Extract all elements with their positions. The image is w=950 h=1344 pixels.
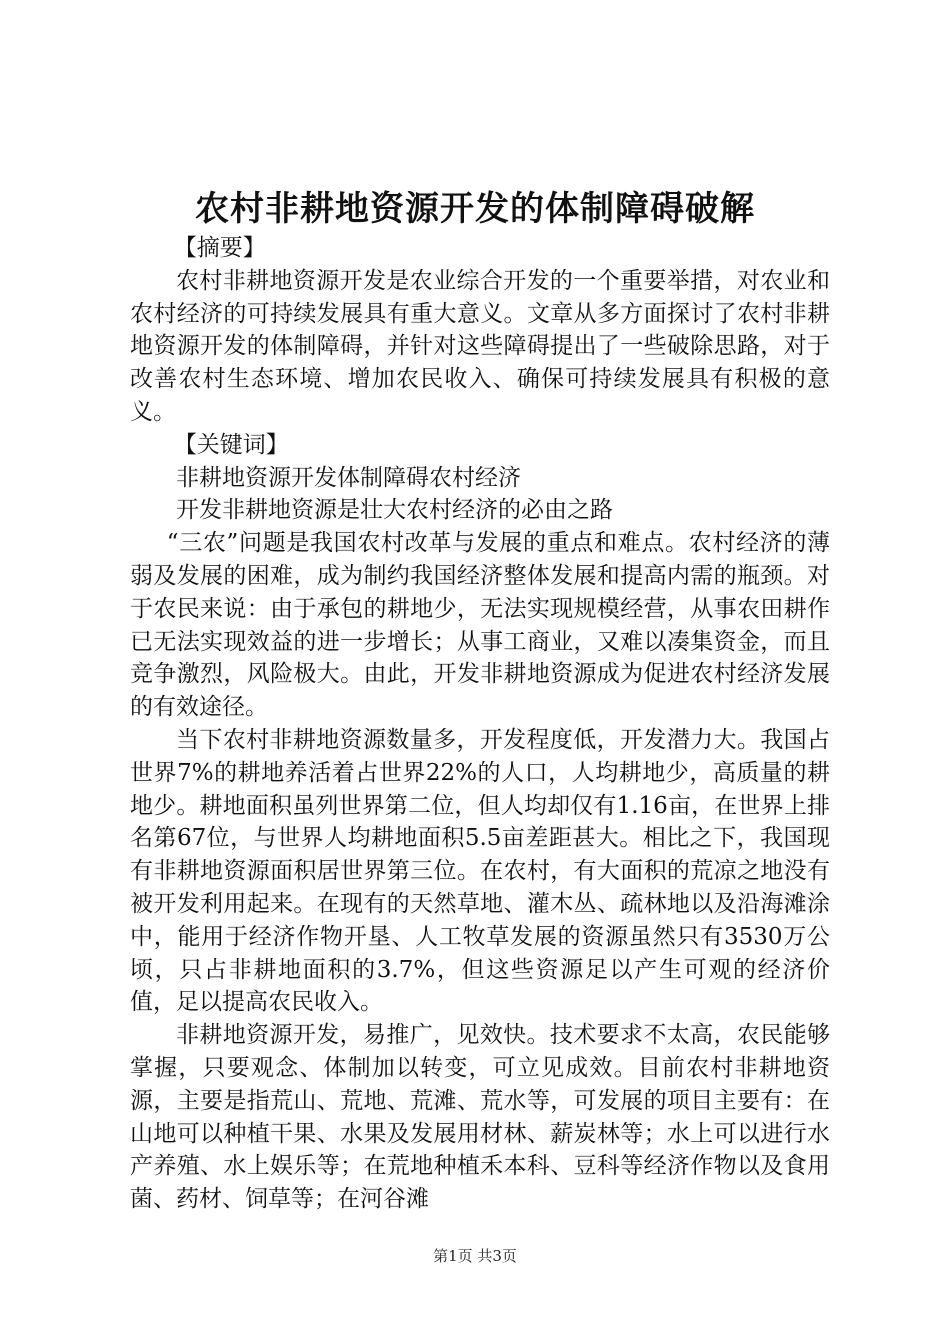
document-body: [130, 232, 830, 1216]
body-paragraph: 当下农村非耕地资源数量多，开发程度低，开发潜力大。我国占世界7%的耕地养活着占世界22%的人口，人均耕地少，高质量的耕地少。耕地面积虽列世界第二位，但人均却仅有1.16亩，在世界上排名第67位，与世界人均耕地面积5.5亩差距甚大。相比之下，我国现有非耕地资源面积居世界第三位。在农村，有大面积的荒凉之地没有被开发利用起来。在现有的天然草地、灌木丛、疏林地以及沿海滩涂中，能用于经济作物开垦、人工牧草发展的资源虽然只有3530万公顷，只占非耕地面积的3.7%，但这些资源足以产生可观的经济价值，足以提高农民收入。: [130, 726, 830, 1016]
body-paragraph: “三农”问题是我国农村改革与发展的重点和难点。农村经济的薄弱及发展的困难，成为制约我国经济整体发展和提高内需的瓶颈。对于农民来说：由于承包的耕地少，无法实现规模经营，从事农田耕作已无法实现效益的进一步增长；从事工商业，又难以凑集资金，而且竞争激烈，风险极大。由此，开发非耕地资源成为促进农村经济发展的有效途径。: [130, 530, 830, 721]
body-paragraph: 非耕地资源开发，易推广，见效快。技术要求不太高，农民能够掌握，只要观念、体制加以转变，可立见成效。目前农村非耕地资源，主要是指荒山、荒地、荒滩、荒水等，可发展的项目主要有：在山地可以种植干果、水果及发展用材林、薪炭林等；水上可以进行水产养殖、水上娱乐等；在荒地种植禾本科、豆科等经济作物以及食用菌、药材、饲草等；在河谷滩: [130, 1022, 830, 1213]
abstract-label: 【摘要】: [173, 235, 266, 261]
section-heading: 开发非耕地资源是壮大农村经济的必由之路: [176, 497, 613, 524]
keywords-text: 非耕地资源开发体制障碍农村经济: [176, 464, 521, 491]
page-footer: 第1页 共3页: [433, 1247, 517, 1265]
abstract-paragraph: 农村非耕地资源开发是农业综合开发的一个重要举措，对农业和农村经济的可持续发展具有重大意义。文章从多方面探讨了农村非耕地资源开发的体制障碍，并针对这些障碍提出了一些破除思路，对于改善农村生态环境、增加农民收入、确保可持续发展具有积极的意义。: [130, 267, 830, 425]
keywords-label: 【关键词】: [173, 431, 289, 458]
document-title: 农村非耕地资源开发的体制障碍破解: [195, 189, 755, 229]
